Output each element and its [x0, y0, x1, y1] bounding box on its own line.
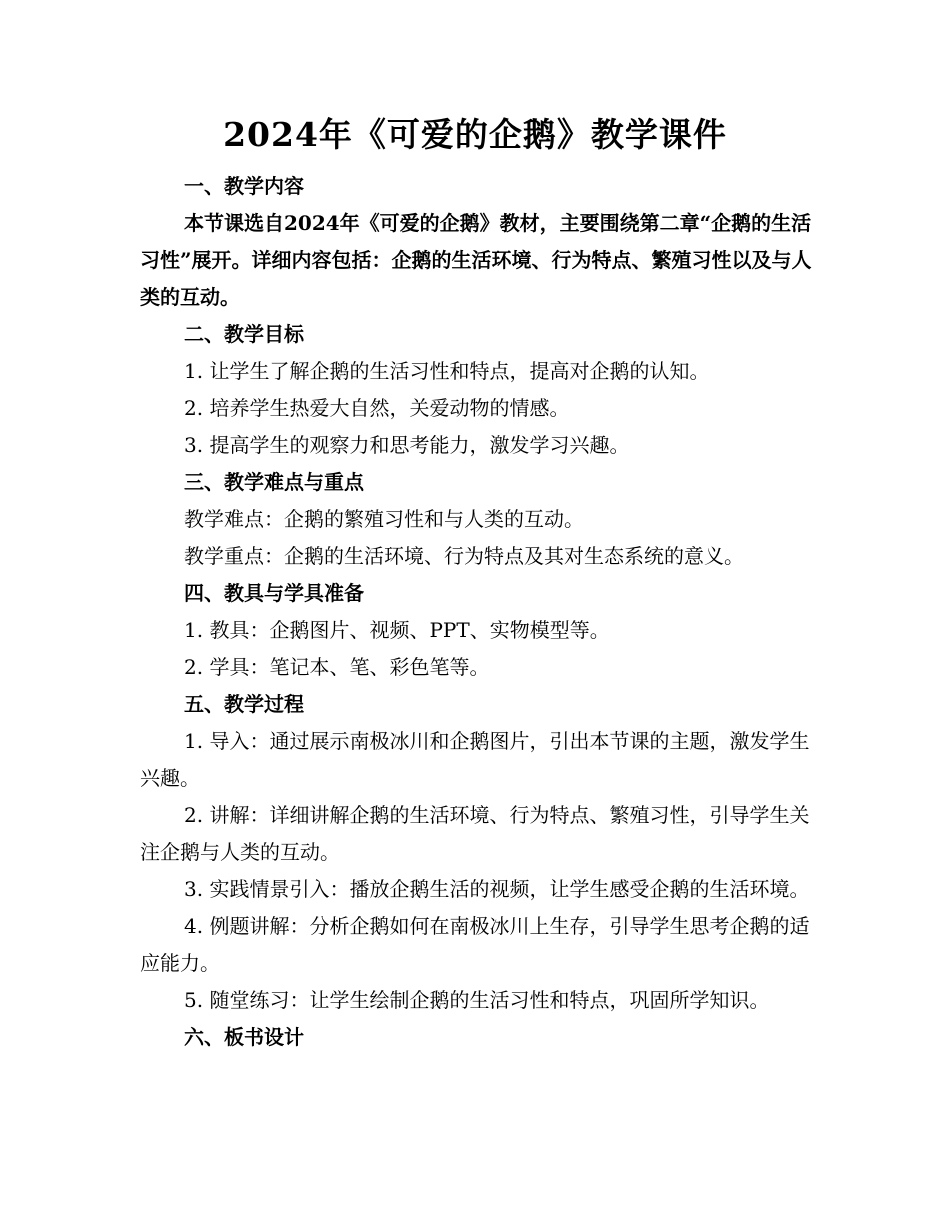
process-step: 1. 导入：通过展示南极冰川和企鹅图片，引出本节课的主题，激发学生兴趣。	[140, 729, 810, 790]
process-step: 3. 实践情景引入：播放企鹅生活的视频，让学生感受企鹅的生活环境。	[184, 877, 810, 901]
process-step: 4. 例题讲解：分析企鹅如何在南极冰川上生存，引导学生思考企鹅的适应能力。	[140, 914, 810, 975]
section-heading-content: 一、教学内容	[184, 174, 304, 198]
goal-item: 3. 提高学生的观察力和思考能力，激发学习兴趣。	[184, 433, 630, 457]
section-intro-paragraph: 本节课选自2024年《可爱的企鹅》教材，主要围绕第二章“企鹅的生活习性”展开。详细内容包括：企鹅的生活环境、行为特点、繁殖习性以及与人类的互动。	[140, 211, 812, 309]
process-step: 5. 随堂练习：让学生绘制企鹅的生活习性和特点，巩固所学知识。	[184, 988, 770, 1012]
keypoint-item: 教学难点：企鹅的繁殖习性和与人类的互动。	[184, 507, 584, 531]
document-title: 2024年《可爱的企鹅》教学课件	[223, 115, 727, 154]
keypoint-item: 教学重点：企鹅的生活环境、行为特点及其对生态系统的意义。	[184, 544, 744, 568]
section-heading-board: 六、板书设计	[184, 1025, 304, 1049]
process-step: 2. 讲解：详细讲解企鹅的生活环境、行为特点、繁殖习性，引导学生关注企鹅与人类的互动。	[140, 803, 810, 864]
goal-item: 2. 培养学生热爱大自然，关爱动物的情感。	[184, 396, 570, 420]
document-body	[140, 168, 820, 1056]
section-heading-keypoints: 三、教学难点与重点	[184, 470, 364, 494]
section-heading-materials: 四、教具与学具准备	[184, 581, 364, 605]
section-heading-goals: 二、教学目标	[184, 322, 304, 346]
goal-item: 1. 让学生了解企鹅的生活习性和特点，提高对企鹅的认知。	[184, 359, 710, 383]
section-heading-process: 五、教学过程	[184, 692, 304, 716]
material-item: 2. 学具：笔记本、笔、彩色笔等。	[184, 655, 490, 679]
material-item: 1. 教具：企鹅图片、视频、PPT、实物模型等。	[184, 618, 610, 642]
